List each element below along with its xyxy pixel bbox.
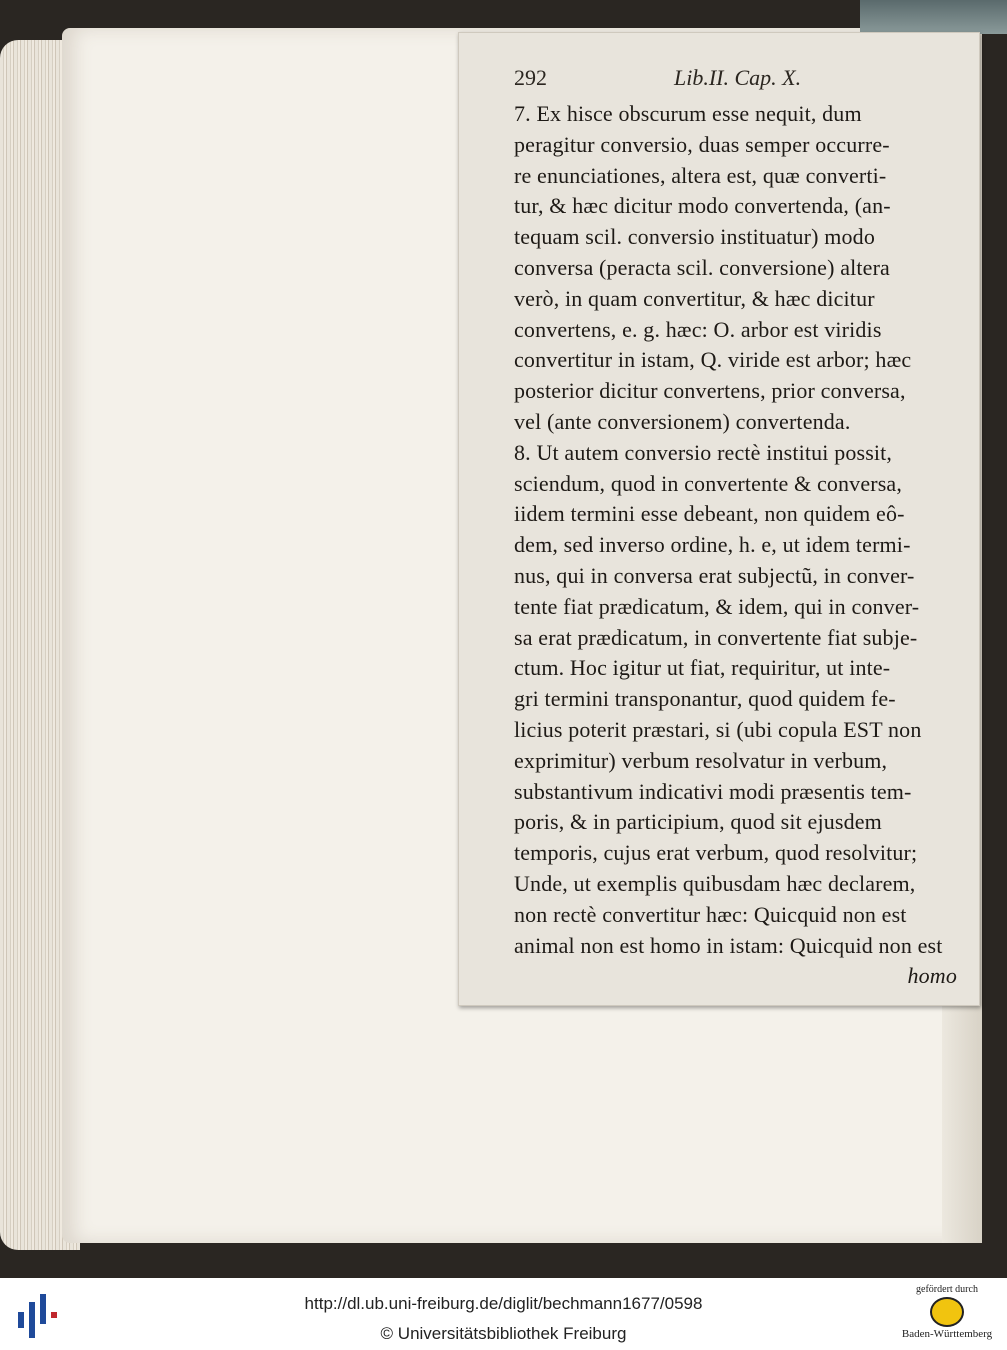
text-line: verò, in quam convertitur, & hæc dicitur — [514, 285, 875, 311]
text-line: posterior dicitur convertens, prior conversa, — [514, 378, 906, 404]
text-line: poris, & in participium, quod sit ejusdem — [514, 809, 882, 835]
footer-bar — [0, 1278, 1007, 1350]
text-line: iidem termini esse debeant, non quidem eô- — [514, 501, 905, 527]
text-line: tur, & hæc dicitur modo convertenda, (an- — [514, 193, 891, 219]
text-line: 7. Ex hisce obscurum esse nequit, dum — [514, 101, 862, 126]
text-line: 8. Ut autem conversio rectè institui possit, — [514, 439, 893, 465]
catchword: homo — [907, 963, 957, 989]
text-line: vel (ante conversionem) convertenda. — [514, 408, 851, 434]
text-line: animal non est homo in istam: Quicquid non est — [514, 932, 943, 958]
page-number: 292 — [514, 65, 547, 90]
state-seal-icon — [930, 1297, 964, 1327]
copyright-notice: © Universitätsbibliothek Freiburg — [380, 1324, 627, 1343]
text-line: exprimitur) verbum resolvatur in verbum, — [514, 747, 888, 773]
text-line: nus, qui in conversa erat subjectũ, in conver- — [514, 562, 915, 588]
text-line: non rectè convertitur hæc: Quicquid non est — [514, 901, 907, 927]
text-line: peragitur conversio, duas semper occurre- — [514, 131, 890, 157]
text-line: convertitur in istam, Q. viride est arbor; hæc — [514, 347, 912, 373]
sponsor-logo — [897, 1282, 997, 1348]
document-url[interactable]: http://dl.ub.uni-freiburg.de/diglit/bechmann1677/0598 — [304, 1294, 703, 1313]
running-head: Lib.II. Cap. X. — [674, 65, 802, 90]
text-line: temporis, cujus erat verbum, quod resolvitur; — [514, 840, 918, 866]
text-line: conversa (peracta scil. conversione) altera — [514, 254, 890, 280]
text-line: dem, sed inverso ordine, h. e, ut idem termi- — [514, 532, 911, 558]
sponsor-caption: gefördert durch — [916, 1284, 978, 1295]
printed-insert — [458, 32, 980, 1006]
text-line: ctum. Hoc igitur ut fiat, requiritur, ut inte- — [514, 655, 891, 681]
text-line: convertens, e. g. hæc: O. arbor est viridis — [514, 316, 882, 342]
text-line: sciendum, quod in convertente & conversa, — [514, 470, 902, 496]
text-line: substantivum indicativi modi præsentis tem- — [514, 778, 912, 804]
text-line: sa erat prædicatum, in convertente fiat subje- — [514, 624, 918, 650]
text-line: gri termini transponantur, quod quidem fe- — [514, 686, 896, 712]
text-line: licius poterit præstari, si (ubi copula EST non — [514, 716, 922, 742]
text-line: tente fiat prædicatum, & idem, qui in conver- — [514, 593, 920, 619]
book-cover-edge — [860, 0, 1007, 34]
body-text — [514, 99, 969, 992]
text-line: re enunciationes, altera est, quæ converti- — [514, 162, 887, 188]
sponsor-name: Baden-Württemberg — [901, 1328, 993, 1340]
text-line: Unde, ut exemplis quibusdam hæc declarem, — [514, 870, 916, 896]
page-header — [514, 65, 954, 95]
text-line: tequam scil. conversio instituatur) modo — [514, 224, 875, 250]
